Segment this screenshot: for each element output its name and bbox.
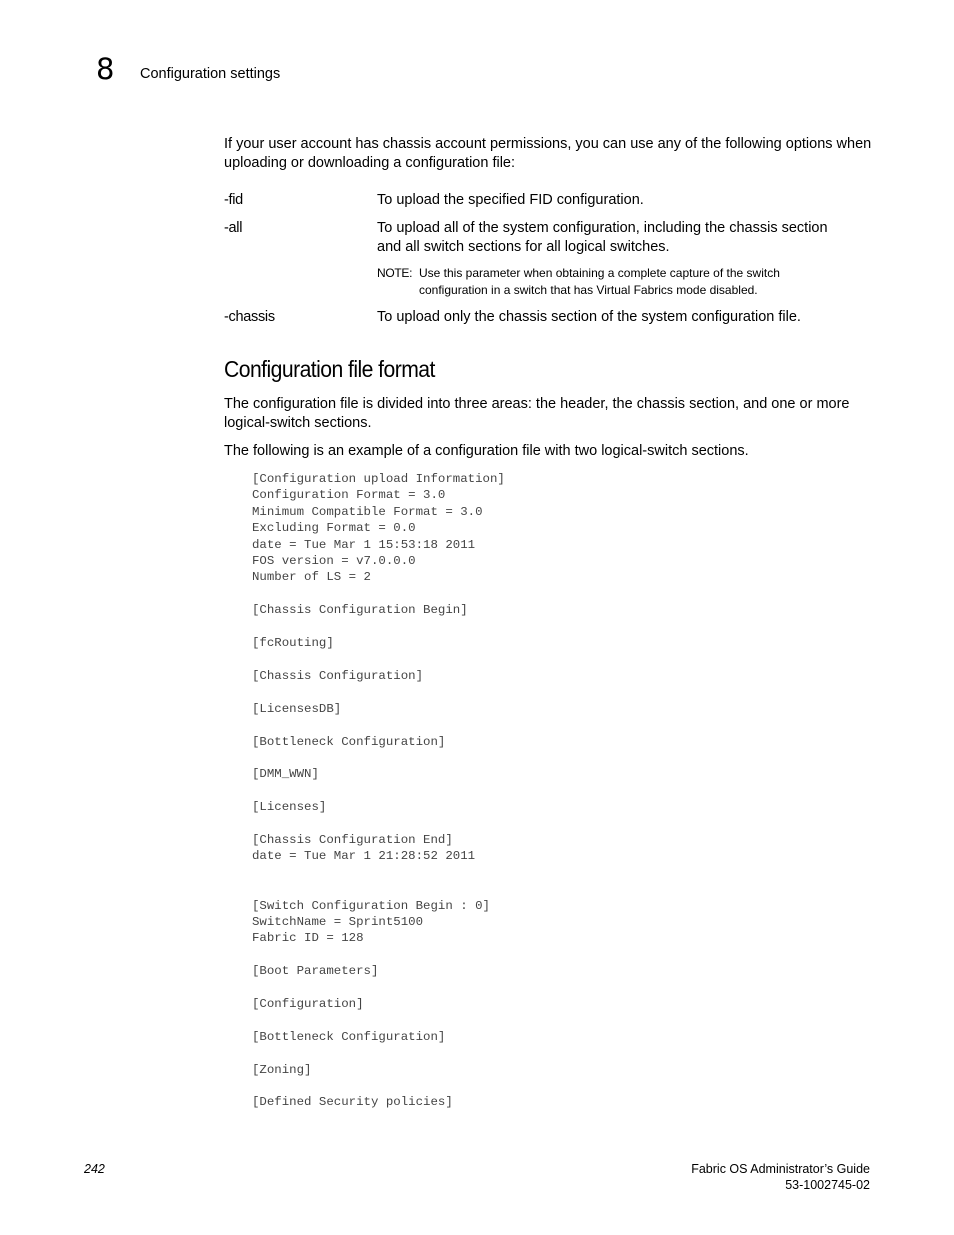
option-name-all: -all [224, 220, 243, 236]
section-heading: Configuration file format [224, 356, 435, 382]
option-name-chassis: -chassis [224, 309, 275, 325]
option-description-all: To upload all of the system configuration, including the chassis section and all switch sections for all logical switches. [377, 220, 828, 255]
option-description-chassis: To upload only the chassis section of the system configuration file. [377, 309, 801, 325]
chapter-title: Configuration settings [140, 66, 281, 82]
doc-number: 53-1002745-02 [785, 1178, 870, 1192]
intro-paragraph: If your user account has chassis account permissions, you can use any of the following options when uploading or downloading a configuration file: [224, 136, 872, 171]
option-description-fid: To upload the specified FID configuration. [377, 192, 644, 208]
note-text: Use this parameter when obtaining a complete capture of the switch configuration in a switch that has Virtual Fabrics mode disabled. [419, 266, 780, 297]
section-paragraph-1: The configuration file is divided into three areas: the header, the chassis section, and one or more logical-switch sections. [224, 396, 850, 431]
doc-title: Fabric OS Administrator’s Guide [691, 1162, 870, 1176]
config-file-example: [Configuration upload Information] Configuration Format = 3.0 Minimum Compatible Format = 3.0 Excluding Format = 0.0 date = Tue Mar 1 15:53:18 2011 FOS version = v7.0.0.0 Number of LS = 2 [Chassis Configuration Begin] [fcRouting] [Chassis Configuration] [LicensesDB] [Bottleneck Configuration] [DMM_WWN] [Licenses] [Chassis Configuration End] date = Tue Mar 1 21:28:52 2011 [Switch Configuration Begin : 0] SwitchName = Sprint5100 Fabric ID = 128 [Boot Parameters] [Configuration] [Bottleneck Configuration] [Zoning] [Defined Security policies] [252, 472, 505, 1110]
footer-doc-info [691, 1161, 870, 1193]
section-paragraph-2: The following is an example of a configuration file with two logical-switch sections. [224, 443, 749, 459]
page-number: 242 [84, 1162, 105, 1176]
chapter-number: 8 [96, 52, 115, 86]
note-label: NOTE: [377, 266, 413, 280]
option-name-fid: -fid [224, 192, 243, 208]
